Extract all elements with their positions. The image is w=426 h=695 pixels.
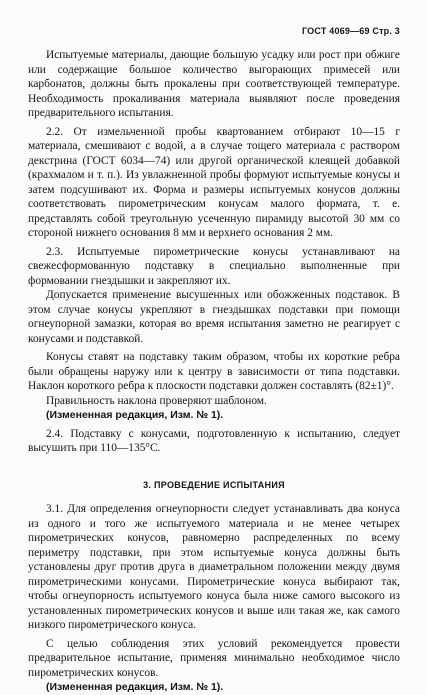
paragraph-prebaking: Испытуемые материалы, дающие большую усадку или рост при обжиге или содержащие большое количество выгорающих примесей или карбонатов, должны быть прокалены при соответствующей температуре. Необходимость прокаливания материала выявляют после проведения предварительного испытания. bbox=[28, 49, 400, 119]
document-body bbox=[28, 48, 400, 695]
paragraph-cone-placement: Конусы ставят на подставку таким образом, чтобы их короткие ребра были обращены наружу или к центру в зависимости от типа подставки. Наклон короткого ребра к плоскости подставки должен составлять (82±1)°. bbox=[28, 351, 400, 392]
paragraph-2-3: 2.3. Испытуемые пирометрические конусы устанавливают на свежесформованную подставку в специально выполненные при формовании гнездышки и закрепляют их. bbox=[28, 245, 400, 287]
page-header: ГОСТ 4069—69 Стр. 3 bbox=[301, 26, 400, 36]
section-heading-3: 3. ПРОВЕДЕНИЕ ИСПЫТАНИЯ bbox=[143, 479, 285, 490]
paragraph-3-1: 3.1. Для определения огнеупорности следует устанавливать два конуса из одного и того же испытуемого материала и не менее четырех пирометрических конусов, равномерно распределенных по всему периметру подставки, при этом испытуемые конуса должны быть установлены друг против друга в диаметральном положении между двумя пирометрическими конусами. Пирометрические конуса выбирают так, чтобы огнеупорность испытуемого конуса была ниже самого высокого из установленных пирометрических конусов и выше или такая же, как самого низкого пирометрического конуса. bbox=[28, 503, 400, 631]
paragraph-preliminary-test: С целью соблюдения этих условий рекомендуется провести предварительное испытание, применяя минимально необходимое число пирометрических конусов. bbox=[28, 637, 400, 679]
paragraph-2-2: 2.2. От измельченной пробы квартованием отбирают 10—15 г материала, смешивают с водой, а в случае тощего материала с раствором декстрина (ГОСТ 6034—74) или другой органической клеящей добавкой (крахмалом и т. п.). Из увлажненной пробы формуют испытуемые конусы и затем подсушивают их. Форма и размеры испытуемых конусов должны соответствовать пирометрическим конусам малого формата, т. е. представлять собой треугольную усеченную пирамиду высотой 30 мм со стороной нижнего основания 8 мм и верхнего основания 2 мм. bbox=[28, 125, 400, 239]
paragraph-fired-stands: Допускается применение высушенных или обожженных подставок. В этом случае конусы укрепляют в гнездышках подставки при помощи огнеупорной замазки, которая во время испытания заметно не реагирует с конусами и подставкой. bbox=[28, 289, 400, 345]
paragraph-template-check: Правильность наклона проверяют шаблоном. bbox=[46, 394, 267, 407]
paragraph-2-4: 2.4. Подставку с конусами, подготовленную к испытанию, следует высушить при 110—135°С. bbox=[28, 427, 400, 454]
amendment-note-1: (Измененная редакция, Изм. № 1). bbox=[46, 409, 224, 421]
amendment-note-2: (Измененная редакция, Изм. № 1). bbox=[46, 681, 224, 693]
